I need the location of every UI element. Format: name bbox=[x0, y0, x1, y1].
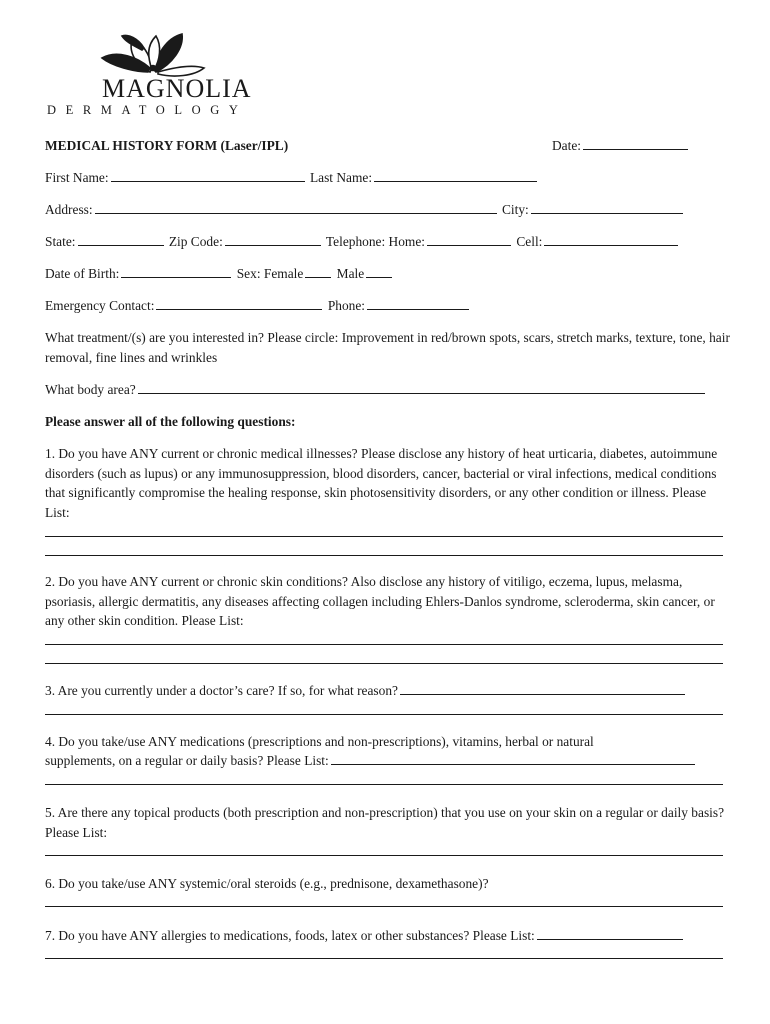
question-4-line-2: supplements, on a regular or daily basis? Please List: bbox=[45, 753, 329, 768]
answer-line[interactable] bbox=[45, 663, 723, 664]
answer-line[interactable] bbox=[400, 682, 685, 695]
state-label: State: bbox=[45, 234, 76, 249]
home-phone-field[interactable] bbox=[427, 233, 511, 246]
state-field[interactable] bbox=[78, 233, 164, 246]
male-field[interactable] bbox=[366, 265, 392, 278]
female-field[interactable] bbox=[305, 265, 331, 278]
form-title: MEDICAL HISTORY FORM (Laser/IPL) bbox=[45, 138, 289, 153]
answer-line[interactable] bbox=[45, 555, 723, 556]
address-field[interactable] bbox=[95, 201, 497, 214]
zip-label: Zip Code: bbox=[168, 234, 223, 249]
answer-line[interactable] bbox=[45, 958, 723, 959]
question-7: 7. Do you have ANY allergies to medications, foods, latex or other substances? Please List: bbox=[45, 928, 535, 943]
question-5: 5. Are there any topical products (both prescription and non-prescription) that you use on your skin on a regular or daily basis? Please List: bbox=[45, 805, 725, 840]
emergency-contact-label: Emergency Contact: bbox=[45, 298, 155, 313]
last-name-label: Last Name: bbox=[309, 170, 373, 185]
answer-line[interactable] bbox=[45, 536, 723, 537]
dob-field[interactable] bbox=[121, 265, 231, 278]
brand-name: MAGNOLIA bbox=[102, 74, 252, 103]
date-field[interactable] bbox=[583, 137, 688, 150]
question-4-row bbox=[45, 751, 697, 770]
emergency-phone-label: Phone: bbox=[327, 298, 366, 313]
treatment-question: What treatment/(s) are you interested in? Please circle: Improvement in red/brown spots, scars, stretch marks, texture, tone, hair removal, fine lines and wrinkles bbox=[45, 330, 730, 365]
answer-line[interactable] bbox=[45, 644, 723, 645]
dob-row bbox=[45, 264, 394, 283]
answer-line[interactable] bbox=[45, 855, 723, 856]
question-6: 6. Do you take/use ANY systemic/oral steroids (e.g., prednisone, dexamethasone)? bbox=[45, 876, 489, 891]
answer-line[interactable] bbox=[331, 752, 695, 765]
answer-line[interactable] bbox=[45, 906, 723, 907]
question-7-row bbox=[45, 926, 685, 945]
name-row bbox=[45, 168, 539, 187]
city-field[interactable] bbox=[531, 201, 683, 214]
question-3-row bbox=[45, 681, 687, 700]
last-name-field[interactable] bbox=[374, 169, 537, 182]
first-name-label: First Name: bbox=[45, 170, 109, 185]
zip-field[interactable] bbox=[225, 233, 321, 246]
question-4-line-1: 4. Do you take/use ANY medications (prescriptions and non-prescriptions), vitamins, herbal or natural bbox=[45, 734, 594, 749]
answer-line[interactable] bbox=[537, 927, 683, 940]
question-1: 1. Do you have ANY current or chronic medical illnesses? Please disclose any history of heat urticaria, diabetes, autoimmune disorders (such as lupus) or any immunosuppression, blood disorders, cancer, bacterial or viral infections, medical conditions that significantly compromise the healing response, skin photosensitivity disorders, or any other condition or illness. Please List: bbox=[45, 446, 718, 520]
cell-label: Cell: bbox=[516, 234, 543, 249]
first-name-field[interactable] bbox=[111, 169, 305, 182]
city-label: City: bbox=[501, 202, 529, 217]
emergency-contact-field[interactable] bbox=[156, 297, 322, 310]
sex-female-label: Sex: Female bbox=[236, 266, 304, 281]
address-row bbox=[45, 200, 685, 219]
male-label: Male bbox=[336, 266, 365, 281]
body-area-field[interactable] bbox=[138, 381, 705, 394]
dob-label: Date of Birth: bbox=[45, 266, 120, 281]
date-label: Date: bbox=[552, 138, 581, 153]
question-2: 2. Do you have ANY current or chronic skin conditions? Also disclose any history of vitiligo, eczema, lupus, melasma, psoriasis, allergic dermatitis, any diseases affecting collagen including Ehlers-Danlos syndrome, scleroderma, skin cancer, or any other skin condition. Please List: bbox=[45, 574, 715, 628]
brand-subtitle: DERMATOLOGY bbox=[47, 103, 248, 117]
magnolia-flower-icon bbox=[98, 28, 208, 78]
date-row bbox=[552, 136, 690, 155]
answer-line[interactable] bbox=[45, 784, 723, 785]
body-area-row bbox=[45, 380, 707, 399]
address-label: Address: bbox=[45, 202, 93, 217]
state-row bbox=[45, 232, 680, 251]
cell-field[interactable] bbox=[544, 233, 678, 246]
body-area-label: What body area? bbox=[45, 382, 136, 397]
emergency-row bbox=[45, 296, 471, 315]
home-phone-label: Telephone: Home: bbox=[325, 234, 425, 249]
instructions-heading: Please answer all of the following questions: bbox=[45, 414, 296, 429]
answer-line[interactable] bbox=[45, 714, 723, 715]
emergency-phone-field[interactable] bbox=[367, 297, 469, 310]
question-3: 3. Are you currently under a doctor’s care? If so, for what reason? bbox=[45, 683, 398, 698]
